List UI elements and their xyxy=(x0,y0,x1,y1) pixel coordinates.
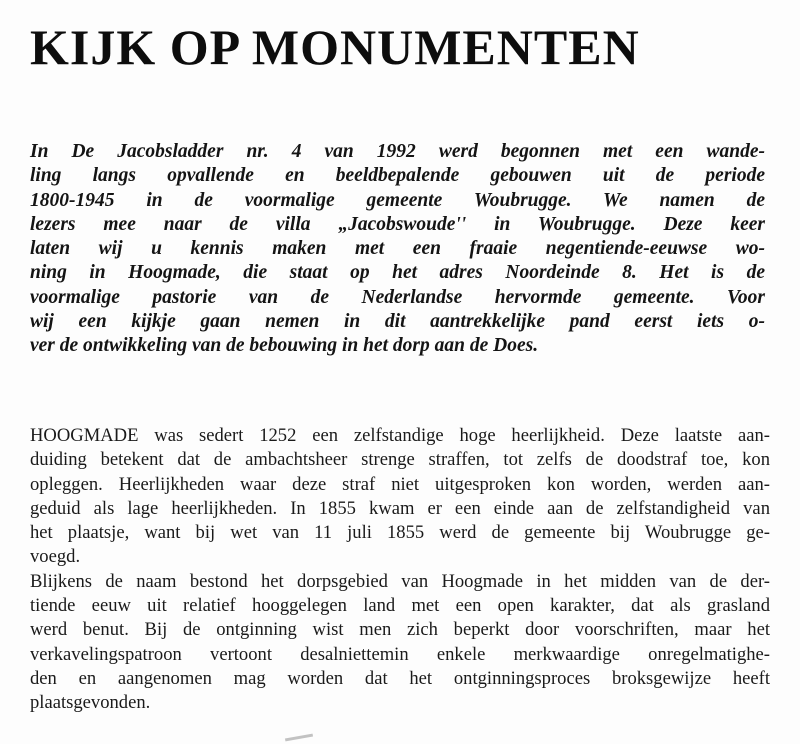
body-line: HOOGMADE was sedert 1252 een zelfstandige hoge heerlijkheid. Deze laatste aan- xyxy=(30,425,770,446)
intro-line: wij een kijkje gaan nemen in dit aantrekkelijke pand eerst iets o- xyxy=(30,311,765,333)
body-line: het plaatsje, want bij wet van 11 juli 1855 werd de gemeente bij Woubrugge ge- xyxy=(30,522,770,544)
intro-line: ling langs opvallende en beeldbepalende gebouwen uit de periode xyxy=(30,165,765,187)
body-line: duiding betekent dat de ambachtsheer strenge straffen, tot zelfs de doodstraf toe, kon xyxy=(30,449,770,471)
intro-line: laten wij u kennis maken met een fraaie negentiende-eeuwse wo- xyxy=(30,238,765,260)
body-line: geduid als lage heerlijkheden. In 1855 kwam er een einde aan de zelfstandigheid van xyxy=(30,497,770,519)
scan-smudge xyxy=(285,734,313,742)
body-line: werd benut. Bij de ontginning wist men zich beperkt door voorschriften, maar het xyxy=(30,619,770,641)
body-paragraphs xyxy=(30,424,770,716)
intro-line: ver de ontwikkeling van de bebouwing in het dorp aan de Does. xyxy=(30,335,539,357)
intro-paragraph xyxy=(30,140,765,359)
intro-line: In De Jacobsladder nr. 4 van 1992 werd begonnen met een wande- xyxy=(30,141,765,162)
body-line: Blijkens de naam bestond het dorpsgebied van Hoogmade in het midden van de der- xyxy=(30,570,770,592)
intro-line: 1800-1945 in de voormalige gemeente Woubrugge. We namen de xyxy=(30,189,765,211)
body-line: tiende eeuw uit relatief hooggelegen land met een open karakter, dat als grasland xyxy=(30,595,770,617)
body-line: verkavelingspatroon vertoont desalniettemin enkele merkwaardige onregelmatighe- xyxy=(30,643,770,665)
body-line: voegd. xyxy=(30,546,81,568)
body-line: plaatsgevonden. xyxy=(30,692,151,714)
intro-line: lezers mee naar de villa „Jacobswoude'' in Woubrugge. Deze keer xyxy=(30,213,765,235)
intro-line: voormalige pastorie van de Nederlandse hervormde gemeente. Voor xyxy=(30,286,765,308)
intro-line: ning in Hoogmade, die staat op het adres Noordeinde 8. Het is de xyxy=(30,262,765,284)
body-line: den en aangenomen mag worden dat het ontginningsproces broksgewijze heeft xyxy=(30,667,770,689)
article-title: KIJK OP MONUMENTEN xyxy=(30,19,640,75)
body-line: opleggen. Heerlijkheden waar deze straf niet uitgesproken kon worden, werden aan- xyxy=(30,473,770,495)
